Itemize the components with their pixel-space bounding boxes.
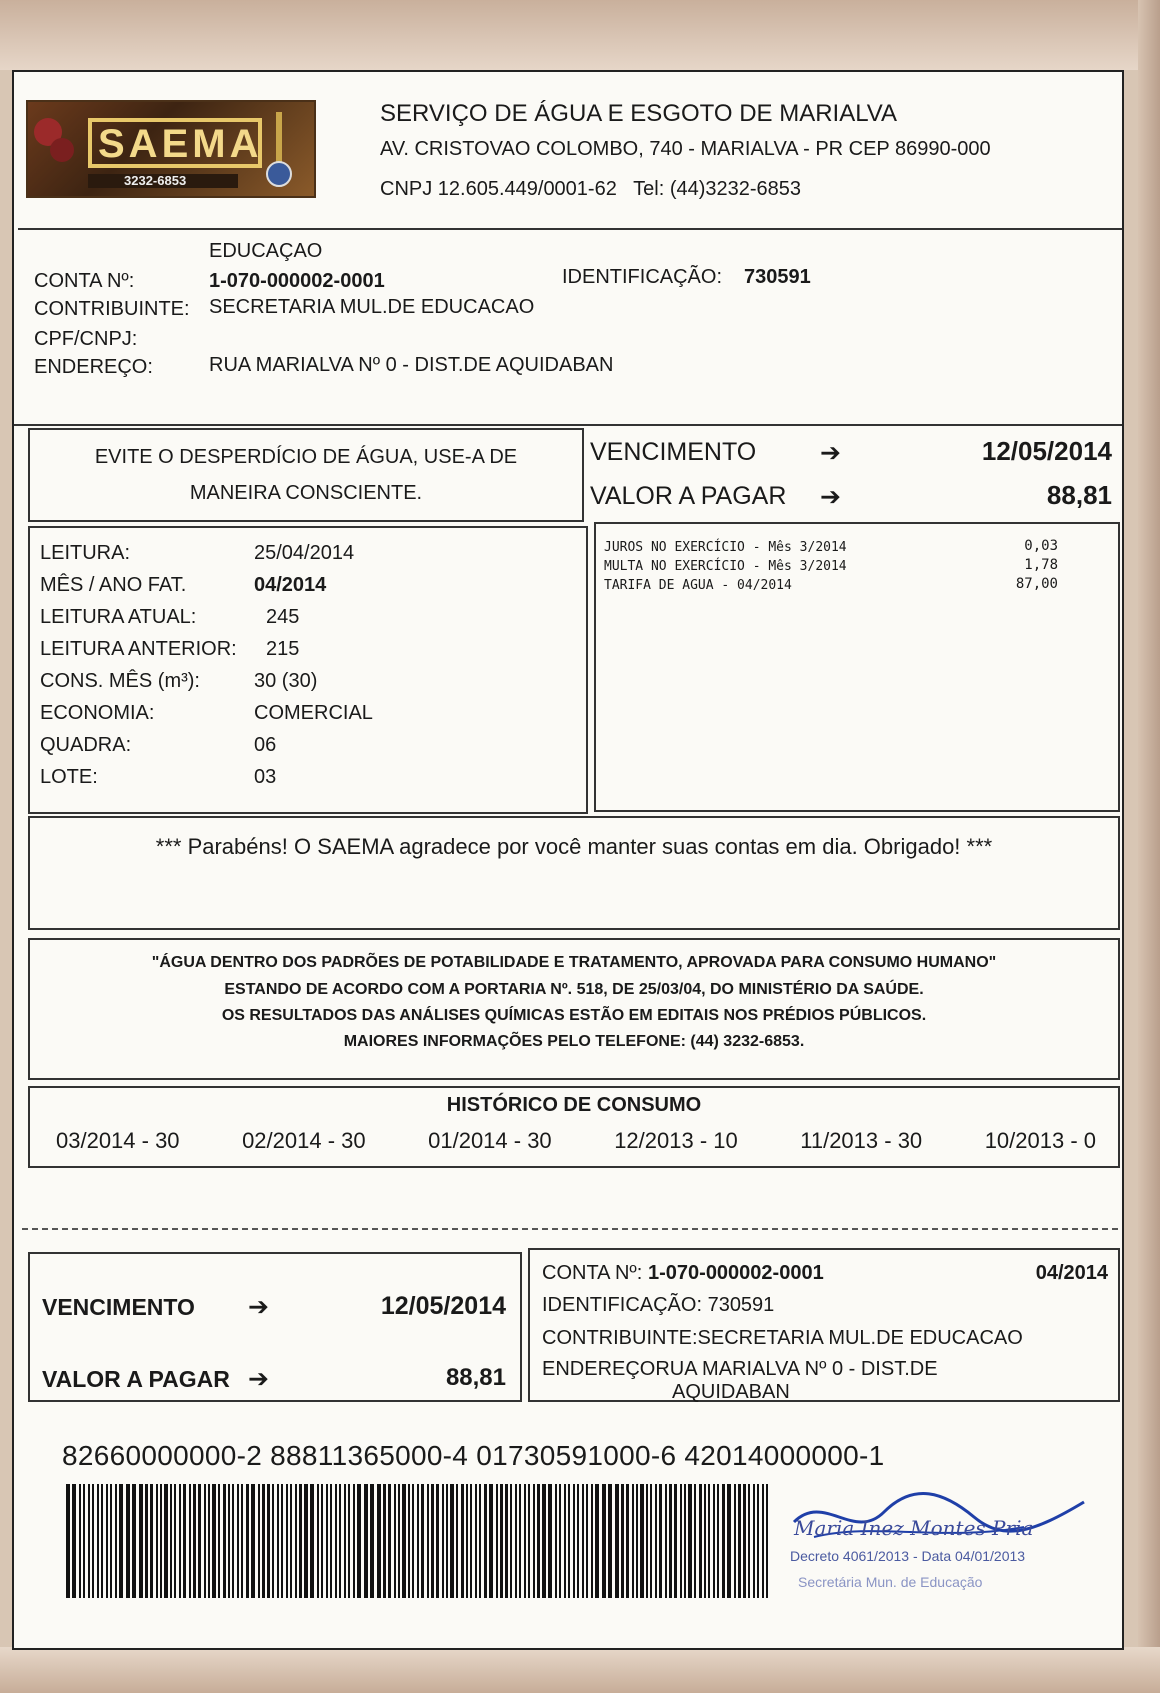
barcode-bar (339, 1484, 341, 1598)
barcode-bar (674, 1484, 677, 1598)
identification-label: IDENTIFICAÇÃO: (562, 266, 723, 288)
barcode-bar (183, 1484, 186, 1598)
reading-value: COMERCIAL (254, 702, 373, 724)
stub-identification: IDENTIFICAÇÃO: 730591 (542, 1294, 775, 1316)
quality-line-1: "ÁGUA DENTRO DOS PADRÕES DE POTABILIDADE E TRATAMENTO, APROVADA PARA CONSUMO HUMANO" (151, 954, 997, 971)
barcode-bar (461, 1484, 464, 1598)
barcode-bar (421, 1484, 424, 1598)
barcode-bar (353, 1484, 355, 1598)
barcode-bar (442, 1484, 444, 1598)
taxpayer-value: SECRETARIA MUL.DE EDUCACAO (209, 296, 535, 318)
charge-description: TARIFA DE AGUA - 04/2014 (604, 578, 792, 593)
barcode-bar (317, 1484, 319, 1598)
barcode-bar (708, 1484, 710, 1598)
barcode-bar (608, 1484, 612, 1598)
thanks-message: *** Parabéns! O SAEMA agradece por você manter suas contas em dia. Obrigado! *** (155, 834, 993, 859)
barcode-bar (591, 1484, 593, 1598)
stub-account-value: 1-070-000002-0001 (648, 1262, 824, 1284)
barcode-bar (160, 1484, 162, 1598)
barcode-bar (251, 1484, 255, 1598)
barcode-bar (595, 1484, 599, 1598)
barcode-bar (456, 1484, 458, 1598)
barcode-bar (132, 1484, 136, 1598)
barcode-bar (496, 1484, 498, 1598)
barcode-bar (713, 1484, 715, 1598)
quality-line-3: OS RESULTADOS DAS ANÁLISES QUÍMICAS ESTÃO EM EDITAIS NOS PRÉDIOS PÚBLICOS. (221, 1007, 927, 1024)
barcode-bar (156, 1484, 158, 1598)
barcode-bar (348, 1484, 350, 1598)
barcode-bar (101, 1484, 103, 1598)
barcode-bar (204, 1484, 206, 1598)
barcode-bar (290, 1484, 292, 1598)
barcode-bar (669, 1484, 672, 1598)
reading-value: 03 (254, 766, 277, 788)
barcode-bar (295, 1484, 297, 1598)
barcode-bar (510, 1484, 512, 1598)
stub-due-date: 12/05/2014 (380, 1292, 506, 1320)
barcode-bar (145, 1484, 148, 1598)
barcode-bar (272, 1484, 274, 1598)
barcode-bar (344, 1484, 346, 1598)
barcode-bar (364, 1484, 368, 1598)
barcode-bar (548, 1484, 552, 1598)
history-item: 11/2013 - 30 (800, 1128, 923, 1153)
barcode-bar (704, 1484, 706, 1598)
account-label: CONTA Nº: (34, 270, 135, 292)
barcode-bar (626, 1484, 629, 1598)
address-value: RUA MARIALVA Nº 0 - DIST.DE AQUIDABAN (209, 354, 614, 376)
quality-line-2: ESTANDO DE ACORDO COM A PORTARIA Nº. 518, DE 25/03/04, DO MINISTÉRIO DA SAÚDE. (224, 981, 924, 998)
barcode-bar (519, 1484, 521, 1598)
due-label: VENCIMENTO (590, 438, 757, 466)
barcode-bar (738, 1484, 741, 1598)
barcode-bar (223, 1484, 226, 1598)
stub-period: 04/2014 (1035, 1262, 1108, 1284)
barcode-bar (766, 1484, 768, 1598)
barcode-bar (394, 1484, 396, 1598)
barcode-bar (321, 1484, 323, 1598)
reading-label: LEITURA ATUAL: (40, 606, 197, 628)
barcode-bar (515, 1484, 517, 1598)
history-item: 12/2013 - 10 (614, 1128, 738, 1153)
barcode-bar (699, 1484, 702, 1598)
barcode-bar (193, 1484, 196, 1598)
barcode-bar (475, 1484, 477, 1598)
history-item: 03/2014 - 30 (56, 1128, 180, 1153)
barcode-bar (650, 1484, 652, 1598)
divider (14, 424, 1122, 426)
barcode-bar (555, 1484, 557, 1598)
barcode-bar (208, 1484, 210, 1598)
barcode-bar (665, 1484, 667, 1598)
due-section (590, 428, 1120, 522)
charges-box (594, 522, 1120, 812)
arrow-icon: ➔ (820, 483, 841, 511)
category: EDUCAÇAO (209, 240, 323, 262)
header-box (18, 72, 1122, 230)
barcode-bar (335, 1484, 337, 1598)
barcode-bar (139, 1484, 143, 1598)
barcode-bar (66, 1484, 70, 1598)
barcode-bar (258, 1484, 260, 1598)
barcode-bar (505, 1484, 508, 1598)
company-name: SERVIÇO DE ÁGUA E ESGOTO DE MARIALVA (380, 100, 898, 127)
stub-taxpayer: CONTRIBUINTE:SECRETARIA MUL.DE EDUCACAO (542, 1327, 1023, 1349)
barcode (64, 1484, 776, 1598)
barcode-bar (489, 1484, 493, 1598)
barcode-bar (528, 1484, 530, 1598)
barcode-bar (500, 1484, 503, 1598)
barcode-bar (164, 1484, 168, 1598)
thanks-box (28, 816, 1120, 930)
barcode-bar (179, 1484, 181, 1598)
barcode-bar (398, 1484, 400, 1598)
barcode-bar (655, 1484, 657, 1598)
barcode-bar (479, 1484, 481, 1598)
barcode-bar (97, 1484, 99, 1598)
barcode-bar (281, 1484, 283, 1598)
reading-label: CONS. MÊS (m³): (40, 670, 200, 692)
history-title: HISTÓRICO DE CONSUMO (446, 1094, 702, 1116)
barcode-bar (218, 1484, 220, 1598)
barcode-bar (277, 1484, 279, 1598)
barcode-bar (383, 1484, 386, 1598)
company-address: AV. CRISTOVAO COLOMBO, 740 - MARIALVA - PR CEP 86990-000 (380, 138, 991, 160)
barcode-bar (722, 1484, 725, 1598)
history-items (56, 1128, 1096, 1154)
barcode-bar (568, 1484, 570, 1598)
barcode-bar (402, 1484, 406, 1598)
stub-due-label: VENCIMENTO (42, 1294, 195, 1320)
reading-value: 04/2014 (254, 574, 327, 596)
signature-stamp (784, 1482, 1114, 1612)
reading-value: 245 (266, 606, 300, 628)
reading-label: MÊS / ANO FAT. (40, 574, 187, 596)
barcode-bar (241, 1484, 243, 1598)
taxpayer-label: CONTRIBUINTE: (34, 298, 190, 320)
barcode-bar (326, 1484, 328, 1598)
barcode-bar (417, 1484, 419, 1598)
barcode-bar (299, 1484, 302, 1598)
barcode-bar (267, 1484, 270, 1598)
quality-box (28, 938, 1120, 1080)
barcode-bar (388, 1484, 391, 1598)
barcode-bar (189, 1484, 191, 1598)
barcode-bar (615, 1484, 619, 1598)
barcode-bar (286, 1484, 288, 1598)
barcode-bar (602, 1484, 606, 1598)
signature-decree: Decreto 4061/2013 - Data 04/01/2013 (790, 1548, 1026, 1564)
cpf-label: CPF/CNPJ: (34, 328, 138, 350)
stub-address-1: ENDEREÇORUA MARIALVA Nº 0 - DIST.DE (542, 1358, 938, 1380)
stub-info-box (528, 1248, 1120, 1402)
barcode-bar (119, 1484, 123, 1598)
barcode-bar (431, 1484, 434, 1598)
stub-address-2: AQUIDABAN (672, 1381, 790, 1403)
barcode-bar (446, 1484, 448, 1598)
barcode-bar (377, 1484, 381, 1598)
barcode-bar (436, 1484, 439, 1598)
logo-text: SAEMA (98, 122, 263, 166)
charge-amount: 1,78 (1024, 557, 1058, 573)
address-label: ENDEREÇO: (34, 356, 153, 378)
barcode-bar (126, 1484, 130, 1598)
barcode-bar (734, 1484, 736, 1598)
company-logo (26, 100, 316, 198)
barcode-bar (533, 1484, 535, 1598)
barcode-bar (304, 1484, 308, 1598)
reading-value: 215 (266, 638, 300, 660)
barcode-bar (466, 1484, 468, 1598)
reading-box (28, 526, 588, 814)
barcode-digits: 82660000000-2 88811365000-4 01730591000-6 42014000000-1 (62, 1440, 885, 1471)
barcode-bar (564, 1484, 566, 1598)
barcode-bar (115, 1484, 117, 1598)
reading-label: ECONOMIA: (40, 702, 155, 724)
barcode-bar (640, 1484, 644, 1598)
barcode-bar (310, 1484, 314, 1598)
notice-line-1: EVITE O DESPERDÍCIO DE ÁGUA, USE-A DE (94, 446, 518, 468)
history-item: 02/2014 - 30 (242, 1128, 366, 1153)
due-date: 12/05/2014 (981, 436, 1112, 466)
stub-due-box (28, 1252, 522, 1402)
history-item: 01/2014 - 30 (428, 1128, 552, 1153)
barcode-bar (717, 1484, 719, 1598)
barcode-bar (727, 1484, 731, 1598)
barcode-bar (694, 1484, 696, 1598)
reading-value: 06 (254, 734, 277, 756)
arrow-icon: ➔ (248, 1293, 269, 1321)
barcode-bar (88, 1484, 90, 1598)
cut-line (22, 1228, 1118, 1230)
water-bill (12, 70, 1124, 1650)
amount-value: 88,81 (1046, 480, 1112, 510)
barcode-bar (646, 1484, 648, 1598)
history-item: 10/2013 - 0 (984, 1128, 1096, 1153)
barcode-bar (408, 1484, 410, 1598)
arrow-icon: ➔ (248, 1365, 269, 1393)
barcode-bar (621, 1484, 624, 1598)
barcode-bar (72, 1484, 76, 1598)
signature-role: Secretária Mun. de Educação (798, 1574, 983, 1590)
barcode-bar (79, 1484, 81, 1598)
barcode-bar (470, 1484, 472, 1598)
barcode-bar (110, 1484, 112, 1598)
barcode-bar (484, 1484, 487, 1598)
stub-account-label: CONTA Nº: (542, 1262, 643, 1284)
barcode-bar (174, 1484, 176, 1598)
barcode-bar (680, 1484, 682, 1598)
barcode-bar (743, 1484, 746, 1598)
barcode-bar (559, 1484, 561, 1598)
reading-label: LOTE: (40, 766, 98, 788)
charge-description: JUROS NO EXERCÍCIO - Mês 3/2014 (604, 540, 847, 555)
quality-line-4: MAIORES INFORMAÇÕES PELO TELEFONE: (44) 3232-6853. (343, 1033, 805, 1050)
barcode-bar (198, 1484, 201, 1598)
stub-amount-value: 88,81 (445, 1364, 506, 1391)
reading-label: QUADRA: (40, 734, 132, 756)
barcode-bar (537, 1484, 540, 1598)
reading-value: 25/04/2014 (254, 542, 355, 564)
barcode-bar (330, 1484, 332, 1598)
charge-description: MULTA NO EXERCÍCIO - Mês 3/2014 (604, 559, 847, 574)
barcode-bar (427, 1484, 429, 1598)
barcode-bar (357, 1484, 361, 1598)
barcode-bar (542, 1484, 546, 1598)
barcode-bar (246, 1484, 249, 1598)
barcode-bar (524, 1484, 526, 1598)
barcode-bar (228, 1484, 230, 1598)
charge-amount: 0,03 (1024, 538, 1058, 554)
barcode-bar (748, 1484, 750, 1598)
barcode-bar (232, 1484, 234, 1598)
barcode-bar (83, 1484, 85, 1598)
barcode-bar (212, 1484, 216, 1598)
notice-line-2: MANEIRA CONSCIENTE. (189, 482, 423, 504)
amount-label: VALOR A PAGAR (590, 482, 787, 510)
company-cnpj-phone: CNPJ 12.605.449/0001-62 Tel: (44)3232-6853 (380, 178, 802, 200)
barcode-bar (170, 1484, 172, 1598)
barcode-bar (582, 1484, 584, 1598)
barcode-bar (450, 1484, 454, 1598)
reading-label: LEITURA ANTERIOR: (40, 638, 237, 660)
reading-value: 30 (30) (254, 670, 318, 692)
barcode-bar (237, 1484, 239, 1598)
barcode-bar (150, 1484, 153, 1598)
signature-name: Maria Inez Montes Pria (794, 1516, 1034, 1540)
barcode-bar (106, 1484, 108, 1598)
barcode-bar (757, 1484, 759, 1598)
barcode-bar (688, 1484, 692, 1598)
logo-phone: 3232-6853 (124, 173, 187, 188)
stub-amount-label: VALOR A PAGAR (42, 1366, 230, 1392)
barcode-bar (586, 1484, 588, 1598)
barcode-bar (659, 1484, 662, 1598)
barcode-bar (262, 1484, 265, 1598)
charge-amount: 87,00 (1015, 576, 1058, 592)
arrow-icon: ➔ (820, 439, 841, 467)
barcode-bar (632, 1484, 634, 1598)
barcode-bar (92, 1484, 94, 1598)
notice-box (28, 428, 584, 522)
identification-value: 730591 (744, 266, 811, 288)
reading-label: LEITURA: (40, 542, 131, 564)
barcode-bar (636, 1484, 638, 1598)
history-box (28, 1086, 1120, 1168)
barcode-bar (753, 1484, 755, 1598)
barcode-bar (370, 1484, 374, 1598)
barcode-bar (573, 1484, 575, 1598)
barcode-bar (684, 1484, 686, 1598)
account-number: 1-070-000002-0001 (209, 270, 385, 292)
barcode-bar (412, 1484, 414, 1598)
barcode-bar (577, 1484, 579, 1598)
barcode-bar (762, 1484, 764, 1598)
